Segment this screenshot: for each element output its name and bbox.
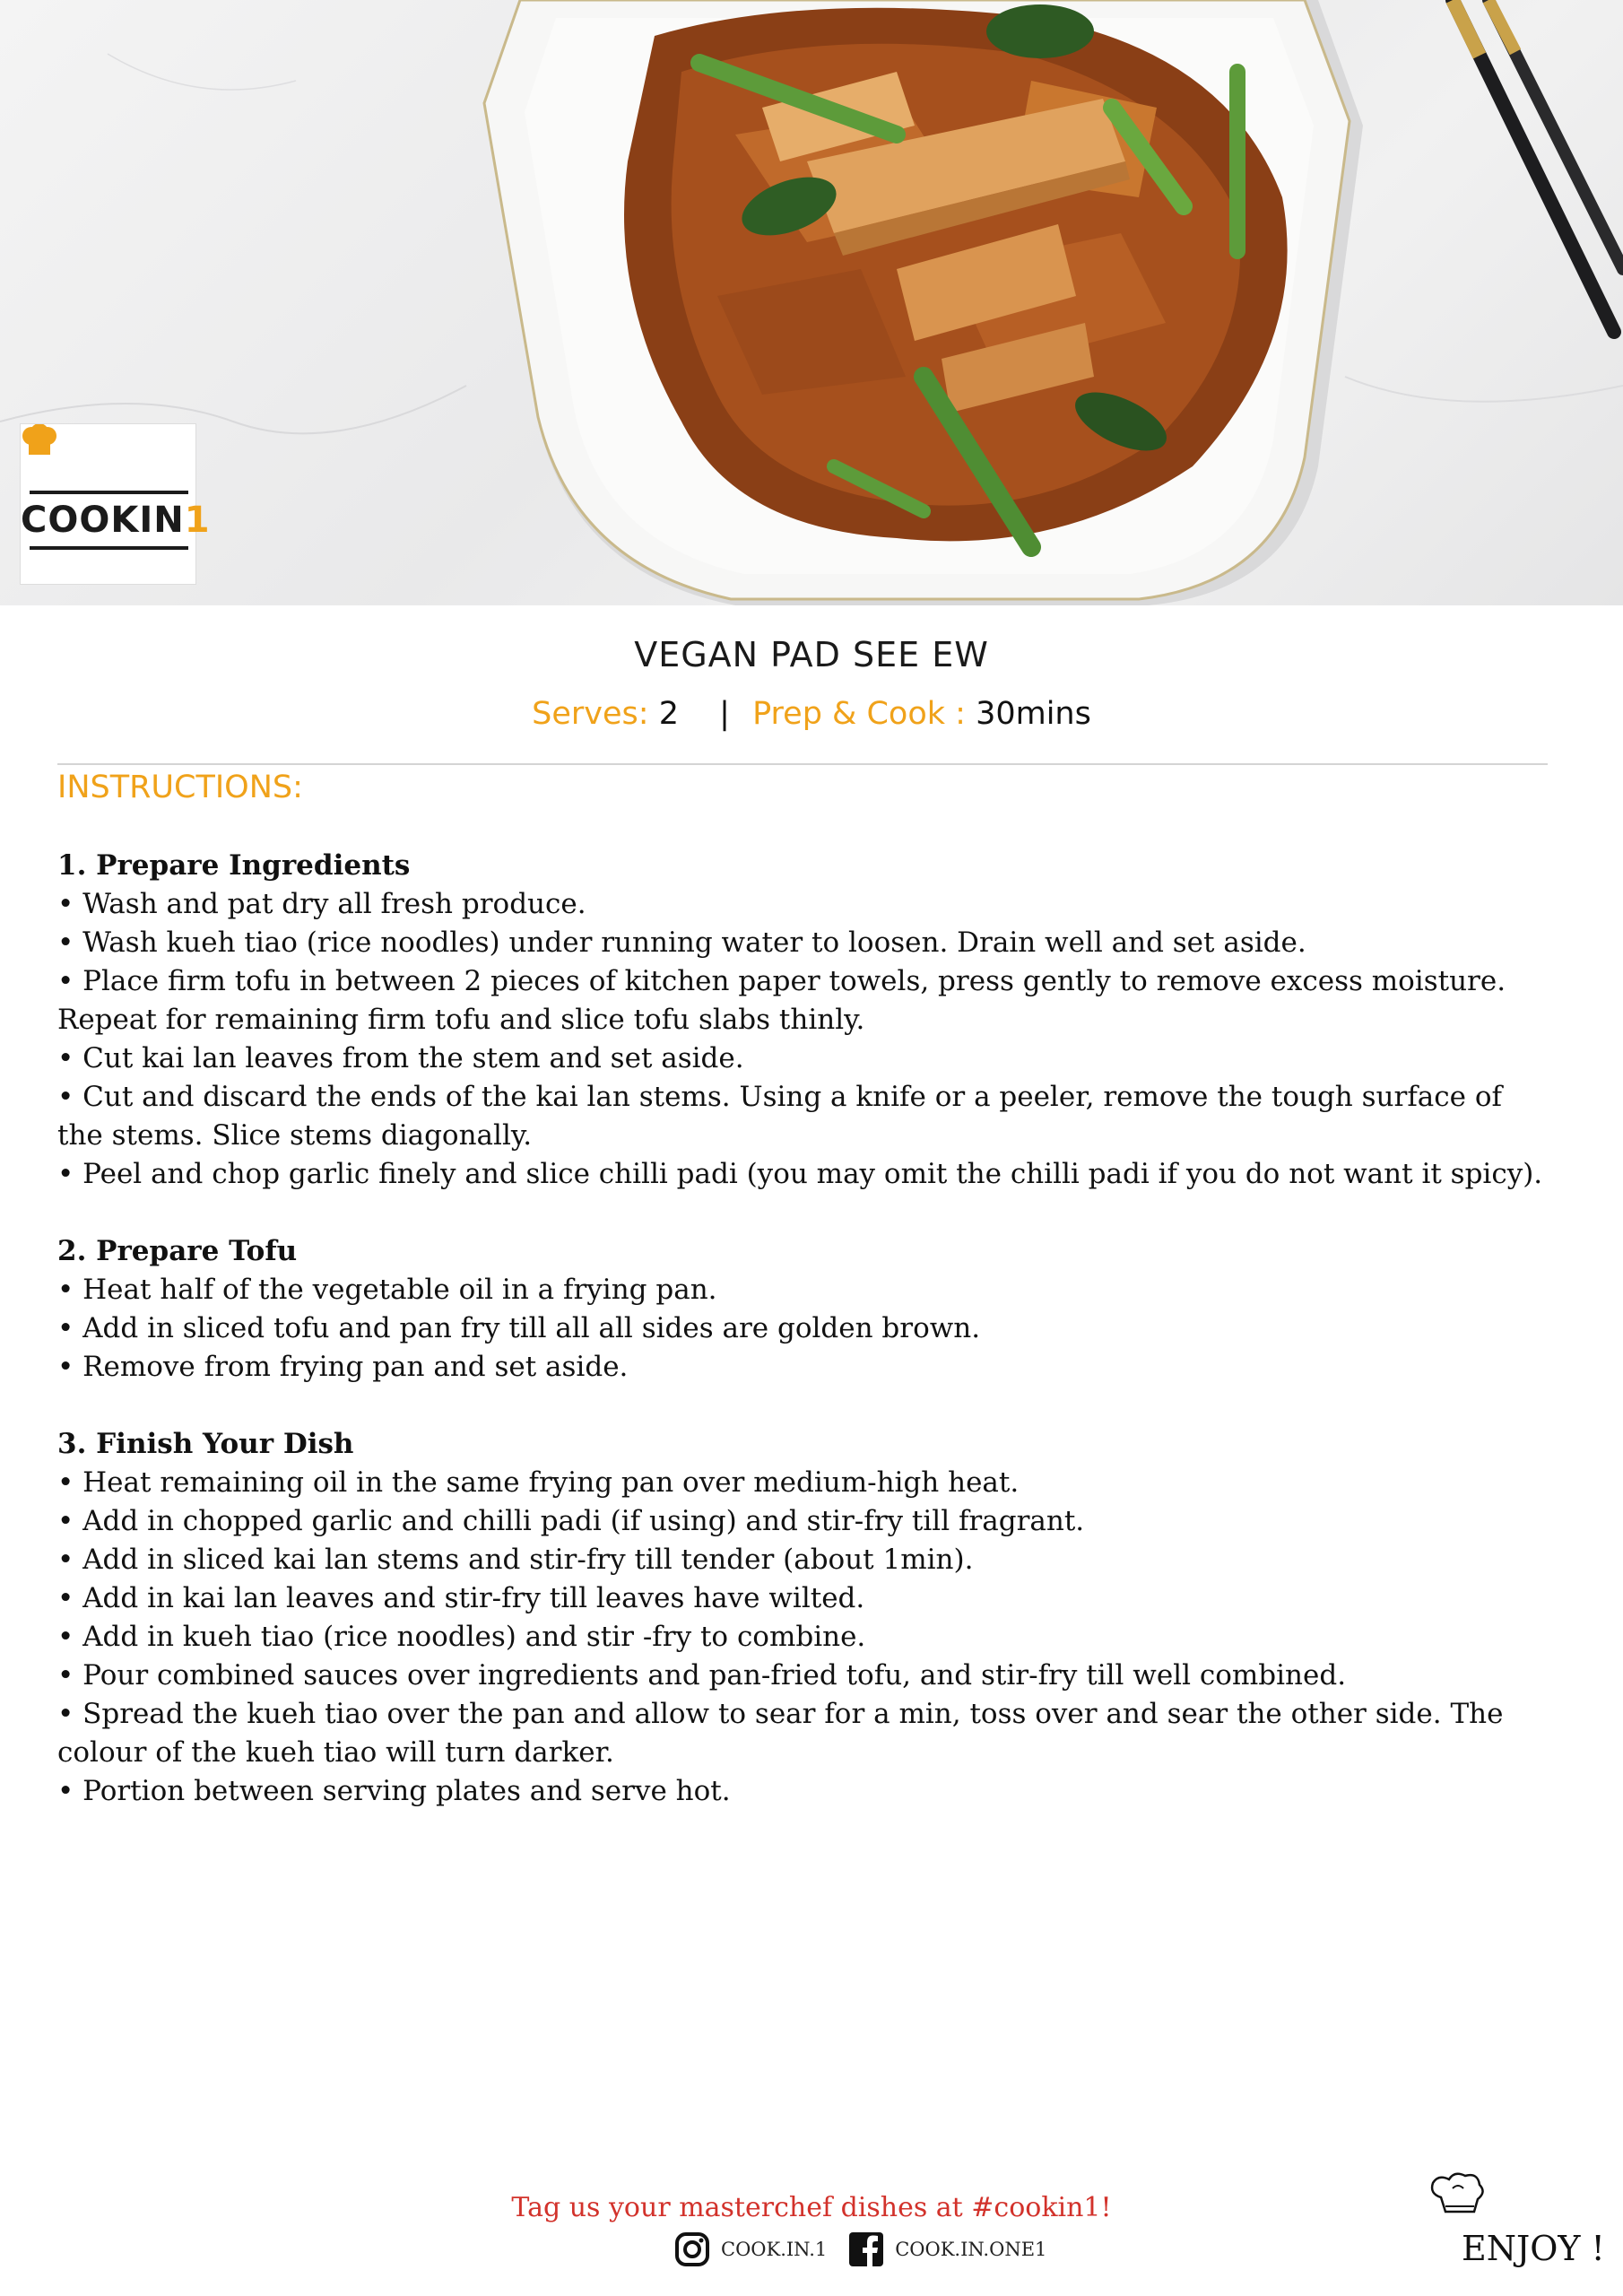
instagram-handle[interactable]: COOK.IN.1 bbox=[721, 2239, 828, 2260]
facebook-handle[interactable]: COOK.IN.ONE1 bbox=[895, 2239, 1047, 2260]
enjoy-text: ENJOY ! bbox=[1462, 2229, 1605, 2268]
instructions-body bbox=[57, 847, 1548, 1849]
step-item: • Heat remaining oil in the same frying pan over medium-high heat. bbox=[57, 1464, 1548, 1502]
facebook-icon[interactable] bbox=[848, 2231, 884, 2267]
step-item: • Remove from frying pan and set aside. bbox=[57, 1348, 1548, 1387]
prep-label: Prep & Cook : bbox=[752, 696, 966, 732]
section-finish-dish bbox=[57, 1425, 1548, 1811]
serves-value: 2 bbox=[658, 696, 679, 732]
footer-tagline: Tag us your masterchef dishes at #cookin1! bbox=[511, 2192, 1112, 2223]
instagram-icon[interactable] bbox=[674, 2231, 710, 2267]
step-item: • Add in kai lan leaves and stir-fry till leaves have wilted. bbox=[57, 1579, 1548, 1618]
meta-separator: | bbox=[719, 696, 730, 732]
step-item: • Heat half of the vegetable oil in a frying pan. bbox=[57, 1271, 1548, 1309]
logo-rule-bottom bbox=[30, 546, 188, 550]
step-item: • Add in sliced kai lan stems and stir-fry till tender (about 1min). bbox=[57, 1541, 1548, 1579]
recipe-meta bbox=[0, 691, 1623, 737]
logo-text: COOKIN1 bbox=[21, 500, 211, 541]
section-prepare-ingredients bbox=[57, 847, 1548, 1194]
step-item: • Add in chopped garlic and chilli padi (if using) and stir-fry till fragrant. bbox=[57, 1502, 1548, 1541]
step-item: • Peel and chop garlic finely and slice chilli padi (you may omit the chilli padi if you do not want it spicy). bbox=[57, 1155, 1548, 1194]
section-heading: 2. Prepare Tofu bbox=[57, 1235, 298, 1267]
step-item: • Place firm tofu in between 2 pieces of kitchen paper towels, press gently to remove excess moisture. Repeat for remaining firm tofu and slice tofu slabs thinly. bbox=[57, 962, 1548, 1039]
dish-illustration bbox=[0, 0, 1623, 605]
logo-rule-top bbox=[30, 491, 188, 494]
step-item: • Add in kueh tiao (rice noodles) and stir -fry to combine. bbox=[57, 1618, 1548, 1657]
step-item: • Cut and discard the ends of the kai lan stems. Using a knife or a peeler, remove the tough surface of the stems. Slice stems diagonally. bbox=[57, 1078, 1548, 1155]
recipe-title: VEGAN PAD SEE EW bbox=[634, 635, 989, 674]
section-heading: 3. Finish Your Dish bbox=[57, 1428, 354, 1460]
hero-photo bbox=[0, 0, 1623, 605]
step-item: • Cut kai lan leaves from the stem and set aside. bbox=[57, 1039, 1548, 1078]
step-item: • Spread the kueh tiao over the pan and allow to sear for a min, toss over and sear the other side. The colour of the kueh tiao will turn darker. bbox=[57, 1695, 1548, 1772]
step-item: • Portion between serving plates and serve hot. bbox=[57, 1772, 1548, 1811]
cookin1-logo bbox=[20, 423, 211, 585]
social-links bbox=[674, 2228, 1046, 2271]
section-heading: 1. Prepare Ingredients bbox=[57, 849, 411, 882]
step-item: • Wash and pat dry all fresh produce. bbox=[57, 885, 1548, 924]
instructions-heading: INSTRUCTIONS: bbox=[57, 770, 303, 805]
serves-label: Serves: bbox=[532, 696, 649, 732]
step-item: • Add in sliced tofu and pan fry till all all sides are golden brown. bbox=[57, 1309, 1548, 1348]
step-item: • Wash kueh tiao (rice noodles) under running water to loosen. Drain well and set aside. bbox=[57, 924, 1548, 962]
section-prepare-tofu bbox=[57, 1232, 1548, 1387]
chef-hat-icon bbox=[21, 424, 58, 457]
chef-hat-icon bbox=[1428, 2170, 1490, 2224]
enjoy-signoff bbox=[1426, 2170, 1605, 2278]
step-item: • Pour combined sauces over ingredients and pan-fried tofu, and stir-fry till well combined. bbox=[57, 1657, 1548, 1695]
prep-value: 30mins bbox=[976, 696, 1091, 732]
